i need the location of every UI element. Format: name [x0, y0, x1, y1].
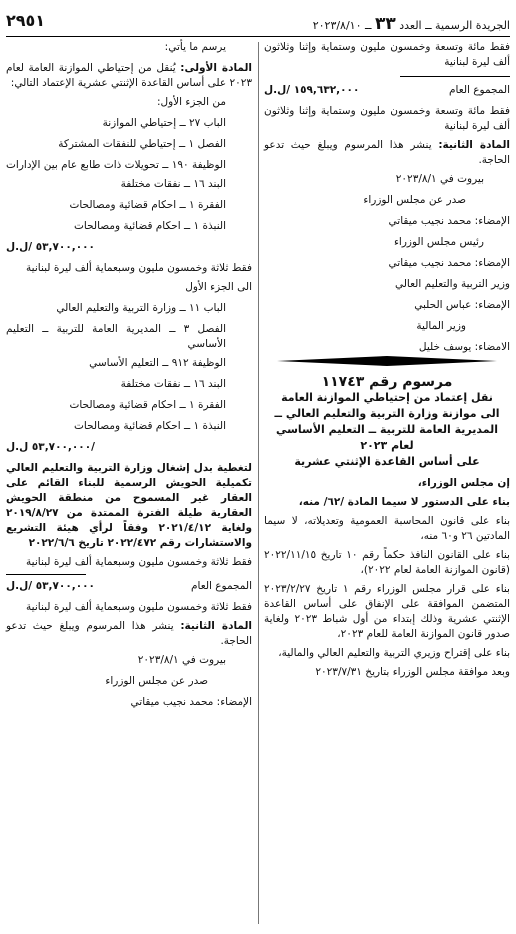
- decree-subject: نقل إعتماد من إحتياطي الموازنة العامة: [281, 391, 493, 404]
- column-divider: [258, 42, 259, 924]
- decrees-intro: يرسم ما يأتي:: [164, 41, 226, 53]
- preamble: بناء على قانون المحاسبة العمومية وتعديلاته، لا سيما المادتين ٢٦ و٦٠ منه،: [264, 515, 510, 542]
- decree-subject: الى موازنة وزارة التربية والتعليم العالي ــ المديرية العامة للتربية ــ التعليم الأساسي: [274, 407, 500, 436]
- amount-in-words: فقط مائة وتسعة وخمسون مليون وستماية وإثنا وثلاثون ألف ليرة لبنانية: [264, 105, 510, 132]
- article-two: [6, 619, 252, 649]
- place-date: بيروت في ٢٠٢٣/٨/١: [137, 654, 226, 666]
- budget-line: الفقرة ١ ــ احكام قضائية ومصالحات: [69, 199, 226, 211]
- rule: [6, 574, 86, 575]
- preamble: بناء على القانون النافذ حكماً رقم ١٠ تاريخ ٢٠٢٢/١١/١٥ (قانون الموازنة العامة لعام ٢٠٢٢)،: [264, 549, 510, 576]
- signature: الإمضاء: محمد نجيب ميقاتي: [388, 257, 510, 269]
- issued-by: صدر عن مجلس الوزراء: [105, 675, 208, 687]
- budget-line: النبذة ١ ــ احكام قضائية ومصالحات: [74, 420, 226, 432]
- decree-subject: لعام ٢٠٢٣: [360, 439, 414, 452]
- section-ornament: [277, 361, 497, 366]
- preamble: بناء على الدستور لا سيما المادة /٦٢/ منه،: [298, 496, 510, 508]
- grand-total-row: [264, 83, 510, 98]
- article-label: المادة الأولى:: [180, 62, 252, 74]
- preamble: بناء على قرار مجلس الوزراء رقم ١ تاريخ ٢٠٢٣/٢/٢٧ المتضمن الموافقة على الإنفاق على أساس القاعدة الإثنتي عشرية وذلك إبتداء من أول شباط ٢٠٢٣ ولغاية صدور قانون الموازنة العامة للعام ٢٠٢٣،: [264, 583, 510, 640]
- article-label: المادة الثانية:: [180, 620, 253, 632]
- budget-line: الفصل ١ ــ إحتياطي للنفقات المشتركة: [58, 138, 226, 150]
- budget-line: الباب ١١ ــ وزارة التربية والتعليم العالي: [56, 302, 226, 314]
- signatory-title: رئيس مجلس الوزراء: [393, 236, 484, 248]
- budget-line: النبذة ١ ــ احكام قضائية ومصالحات: [74, 220, 226, 232]
- article-text: ينشر هذا المرسوم ويبلغ حيث تدعو الحاجة.: [6, 620, 252, 647]
- signature: الإمضاء: محمد نجيب ميقاتي: [130, 696, 252, 708]
- amount-in-words: فقط ثلاثة وخمسون مليون وسبعماية ألف ليرة لبنانية: [26, 601, 252, 613]
- budget-line: الى الجزء الأول: [185, 281, 252, 293]
- left-column: [6, 40, 252, 928]
- page-header: [6, 10, 510, 36]
- budget-line: الوظيفة ١٩٠ ــ تحويلات ذات طابع عام بين الإدارات: [6, 159, 226, 171]
- budget-line: الباب ٢٧ ــ إحتياطي الموازنة: [102, 117, 226, 129]
- signatory-title: وزير المالية: [416, 320, 466, 332]
- grand-total-amount: ٥٣,٧٠٠,٠٠٠ /ل.ل: [6, 580, 95, 592]
- amount-in-words: فقط مائة وتسعة وخمسون مليون وستماية وإثنا وثلاثون ألف ليرة لبنانية: [264, 41, 510, 68]
- journal-name: الجريدة الرسمية ــ العدد: [399, 19, 510, 32]
- journal-title: [313, 14, 510, 34]
- decree-heading: [264, 374, 510, 470]
- signature: الإمضاء: محمد نجيب ميقاتي: [388, 215, 510, 227]
- grand-total-amount: ١٥٩,٦٣٢,٠٠٠ /ل.ل: [264, 84, 360, 96]
- preamble: إن مجلس الوزراء،: [417, 477, 510, 489]
- grand-total-label: المجموع العام: [191, 580, 252, 592]
- purpose-text: لتغطية بدل إشغال وزارة التربية والتعليم العالي تكميلية الحويش الرسمية للبناء القائم على العقار غير المسموح من منطقة الحويش العقارية طيلة الفترة الممتدة من ٢٠١٩/٨/٢٧ ولغاية ٢٠٢١/٤/١٢ وفقاً لرأي هيئة التشريع والاستشارات رقم ٢٠٢٢/٤٧٢ تاريخ ٢٠٢٢/٦/٦: [6, 462, 252, 549]
- grand-total-row: [6, 579, 252, 594]
- article-text: ينشر هذا المرسوم ويبلغ حيث تدعو الحاجة.: [264, 139, 510, 166]
- article-two: [264, 138, 510, 168]
- budget-line: الوظيفة ٩١٢ ــ التعليم الأساسي: [89, 357, 226, 369]
- issue-number: ٣٣: [374, 14, 396, 34]
- header-rule: [6, 36, 510, 37]
- budget-line: البند ١٦ ــ نفقات مختلفة: [120, 378, 226, 390]
- preamble: وبعد موافقة مجلس الوزراء بتاريخ ٢٠٢٣/٧/٣١: [315, 666, 510, 678]
- page-number: ٢٩٥١: [6, 11, 46, 30]
- signatory-title: وزير التربية والتعليم العالي: [394, 278, 510, 290]
- budget-line: من الجزء الأول:: [156, 96, 226, 108]
- amount: ٥٣,٧٠٠,٠٠٠ /ل.ل: [6, 241, 95, 253]
- budget-line: الفقرة ١ ــ احكام قضائية ومصالحات: [69, 399, 226, 411]
- amount-in-words: فقط ثلاثة وخمسون مليون وسبعماية ألف ليرة لبنانية: [26, 556, 252, 568]
- grand-total-label: المجموع العام: [449, 84, 510, 96]
- article-label: المادة الثانية:: [438, 139, 511, 151]
- amount-in-words: فقط ثلاثة وخمسون مليون وسبعماية ألف ليرة لبنانية: [26, 262, 252, 274]
- preamble: بناء على إقتراح وزيري التربية والتعليم العالي والمالية،: [278, 647, 510, 659]
- place-date: بيروت في ٢٠٢٣/٨/١: [395, 173, 484, 185]
- article-one: [6, 61, 252, 91]
- issue-date: ــ ٢٠٢٣/٨/١٠: [312, 19, 372, 32]
- decree-number: مرسوم رقم ١١٧٤٣: [321, 374, 453, 390]
- decree-subject: على أساس القاعدة الإثنتي عشرية: [294, 455, 480, 468]
- issued-by: صدر عن مجلس الوزراء: [363, 194, 466, 206]
- budget-line: البند ١٦ ــ نفقات مختلفة: [120, 178, 226, 190]
- signature: الإمضاء: عباس الحلبي: [414, 299, 510, 311]
- budget-line: الفصل ٣ ــ المديرية العامة للتربية ــ التعليم الأساسي: [6, 323, 226, 350]
- article-text: يُنقل من إحتياطي الموازنة العامة لعام ٢٠٢٣ على أساس القاعدة الإثنتي عشرية الإعتماد التالي:: [6, 62, 252, 89]
- right-column: [264, 40, 510, 928]
- amount: ٥٣,٧٠٠,٠٠٠ ل.ل/: [6, 441, 95, 453]
- rule: [400, 76, 510, 77]
- signature: الامضاء: يوسف خليل: [418, 341, 510, 353]
